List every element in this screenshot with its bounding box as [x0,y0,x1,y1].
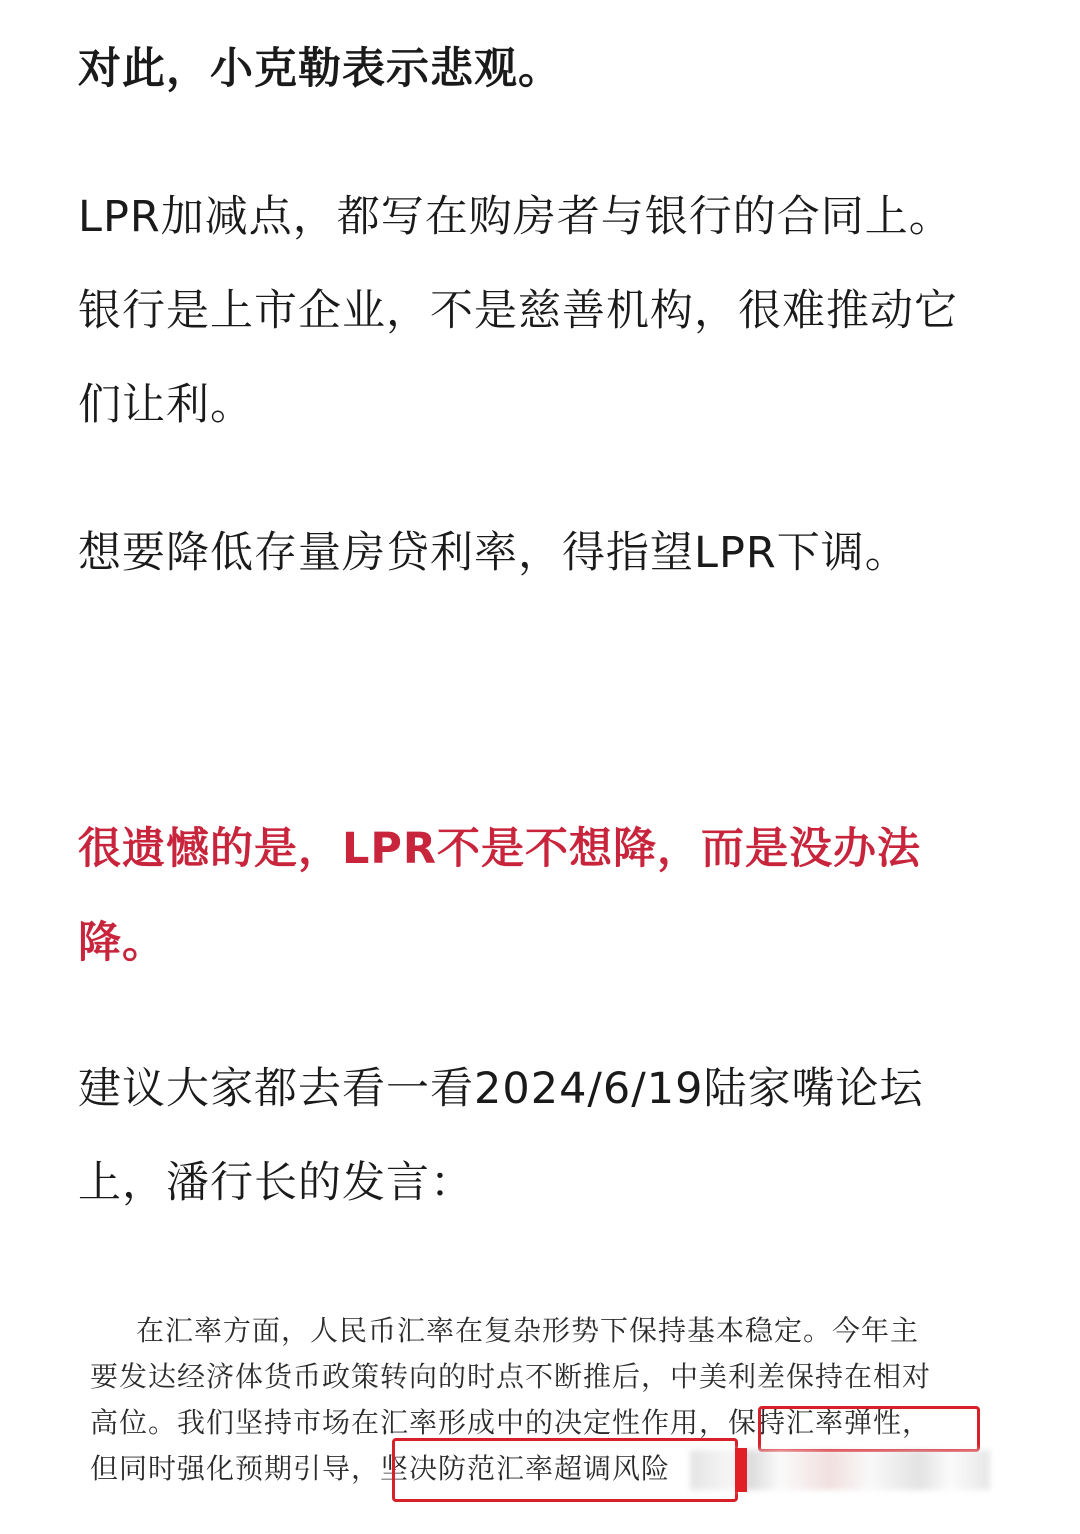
paragraph-emphasis [78,802,1018,990]
paragraph-lower-rate [78,506,1018,600]
highlight-box-exchange-flexibility [758,1406,980,1452]
text-line: 对此，小克勒表示悲观。 [78,44,562,94]
quote-line: 在汇率方面，人民币汇率在复杂形势下保持基本稳定。今年主 [136,1314,920,1347]
red-marker [735,1448,747,1492]
text-line: 上，潘行长的发言： [78,1158,474,1208]
text-line: 银行是上市企业，不是慈善机构，很难推动它 [78,286,958,336]
text-line: 建议大家都去看一看2024/6/19陆家嘴论坛 [78,1064,924,1114]
text-line: 降。 [78,918,166,968]
paragraph-recommendation [78,1042,1018,1230]
text-line: 们让利。 [78,380,254,430]
text-line: 很遗憾的是，LPR不是不想降，而是没办法 [78,824,922,874]
highlight-box-overshoot-risk [392,1438,738,1502]
quote-line: 高位。我们坚持市场在汇率形成中的决定性作用，保持汇率弹性， [90,1406,932,1439]
quoted-speech-screenshot [40,1290,1040,1534]
text-line: 想要降低存量房贷利率，得指望LPR下调。 [78,528,909,578]
quote-line: 但同时强化预期引导，坚决防范汇率超调风险 [90,1452,671,1485]
quote-line: 要发达经济体货币政策转向的时点不断推后，中美利差保持在相对 [90,1360,932,1393]
paragraph-intro [78,22,1018,116]
text-line: LPR加减点，都写在购房者与银行的合同上。 [78,192,953,242]
paragraph-lpr-contract [78,170,1018,452]
